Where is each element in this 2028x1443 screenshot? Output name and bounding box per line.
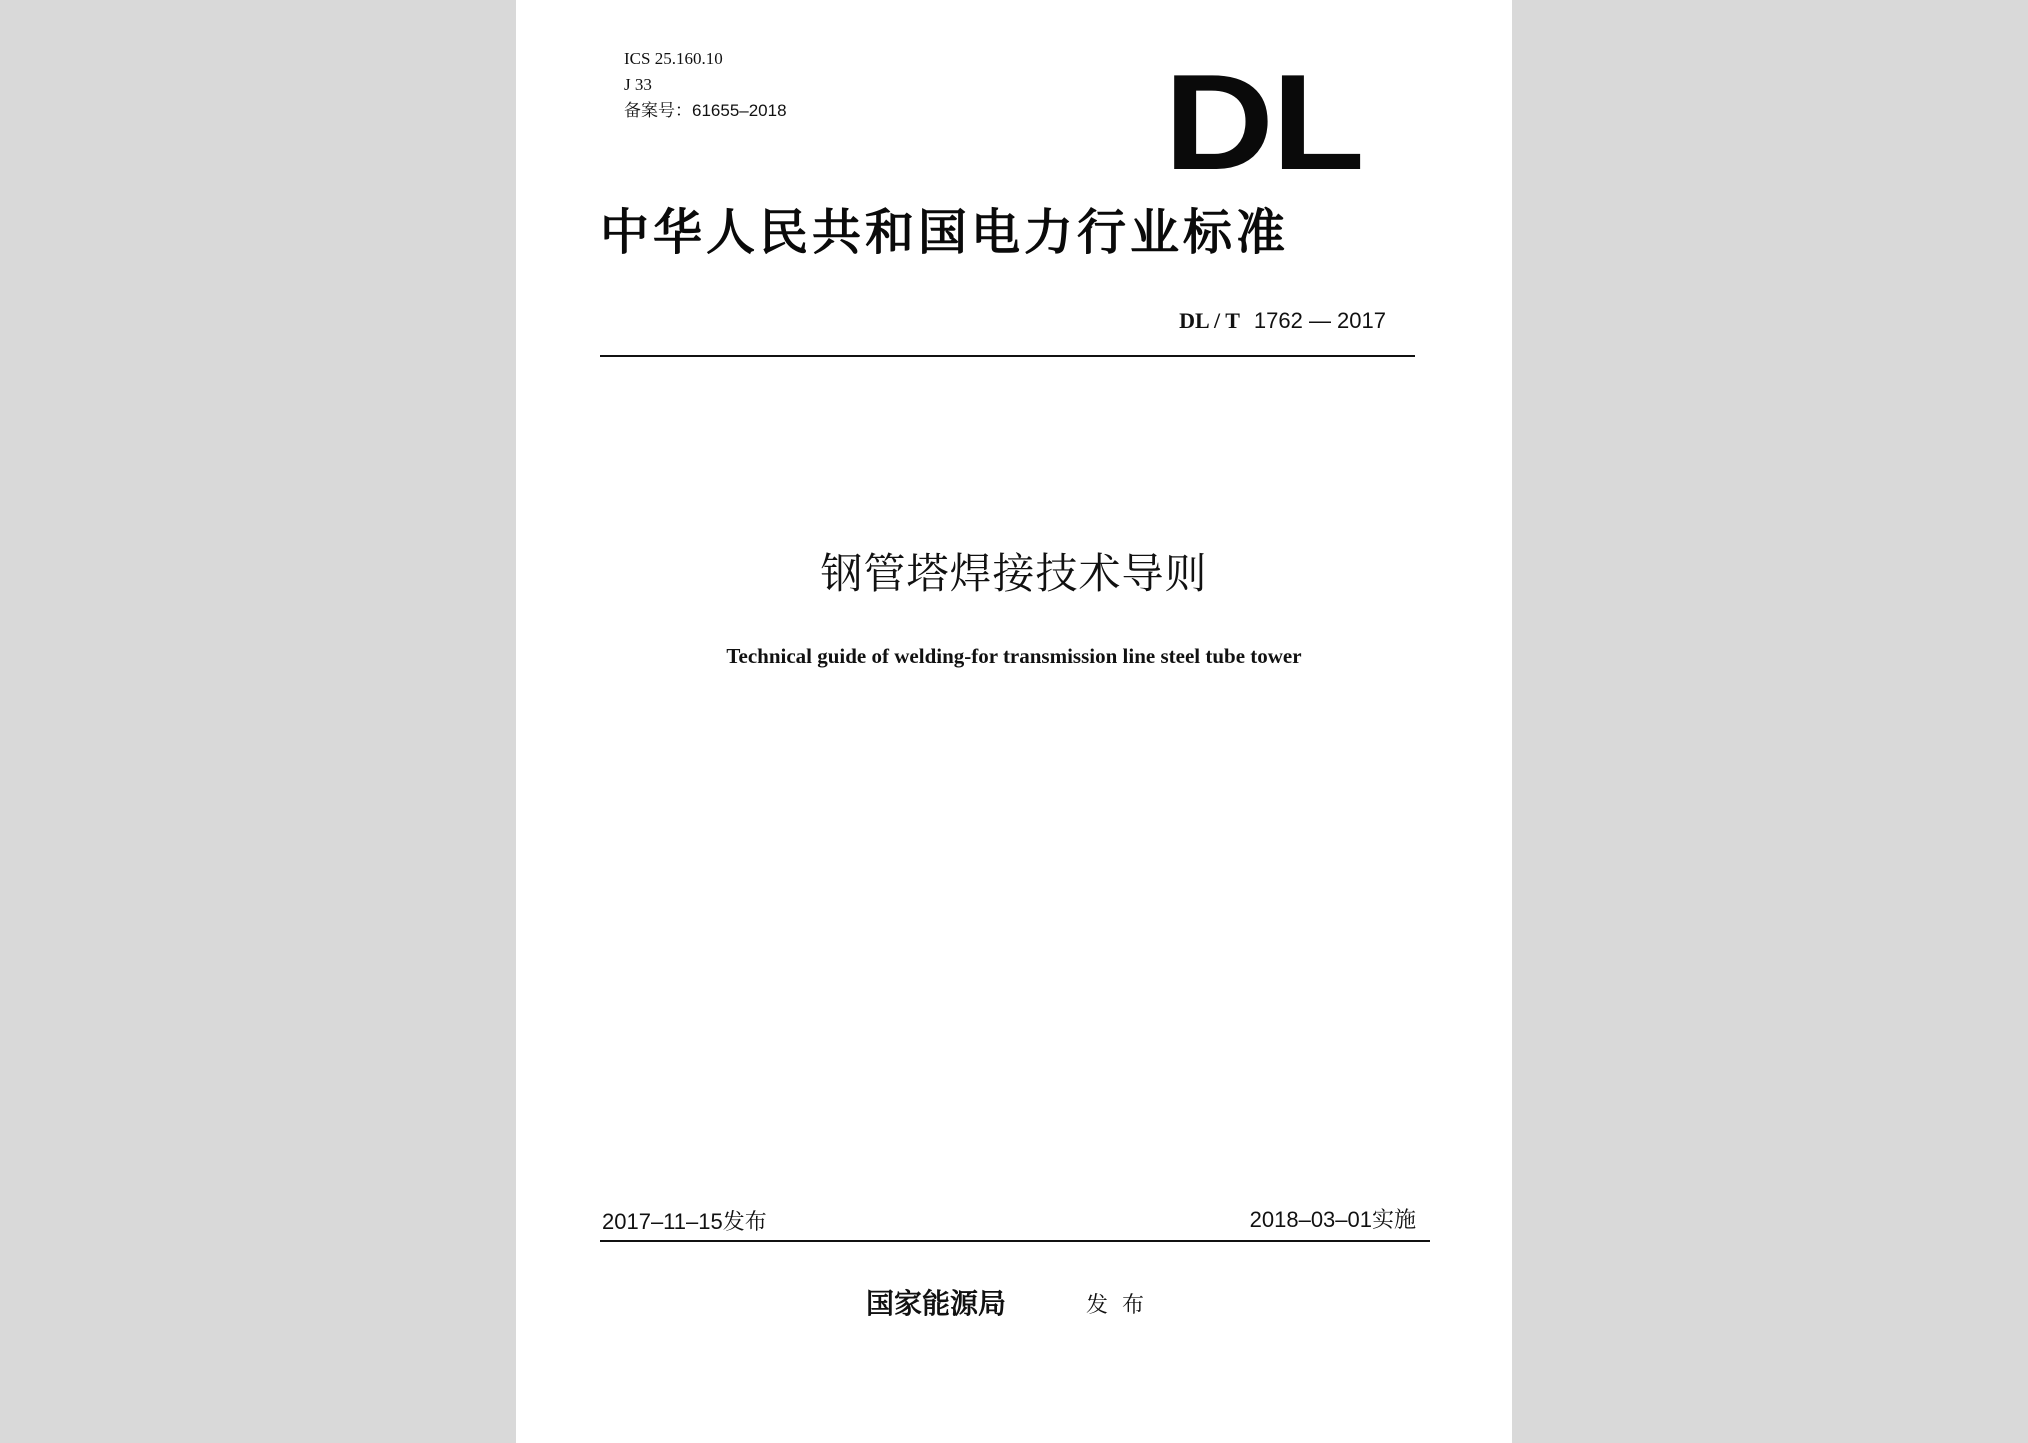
publisher-name: 国家能源局 [866,1287,1007,1320]
filing-number: 备案号：61655–2018 [624,101,787,120]
document-title-english: Technical guide of welding-for transmission line steel tube tower [726,644,1302,668]
issuing-authority-heading: 中华人民共和国电力行业标准 [600,203,1290,261]
publish-label: 发布 [1086,1293,1159,1318]
implementation-date: 2018–03–01实施 [1249,1207,1416,1232]
classification-block [624,46,787,124]
classification-code: J 33 [624,75,652,94]
ics-code: ICS 25.160.10 [624,49,723,68]
dl-logo: DL [1164,46,1363,198]
issue-date: 2017–11–15发布 [602,1209,767,1234]
header-divider [600,355,1415,357]
standard-code: DL / T [1179,308,1240,333]
document-title-chinese: 钢管塔焊接技术导则 [820,549,1208,598]
standard-year-number: 1762 — 2017 [1253,308,1386,333]
document-page [516,0,1512,1443]
footer-divider [600,1240,1430,1242]
standard-number [1179,306,1386,336]
